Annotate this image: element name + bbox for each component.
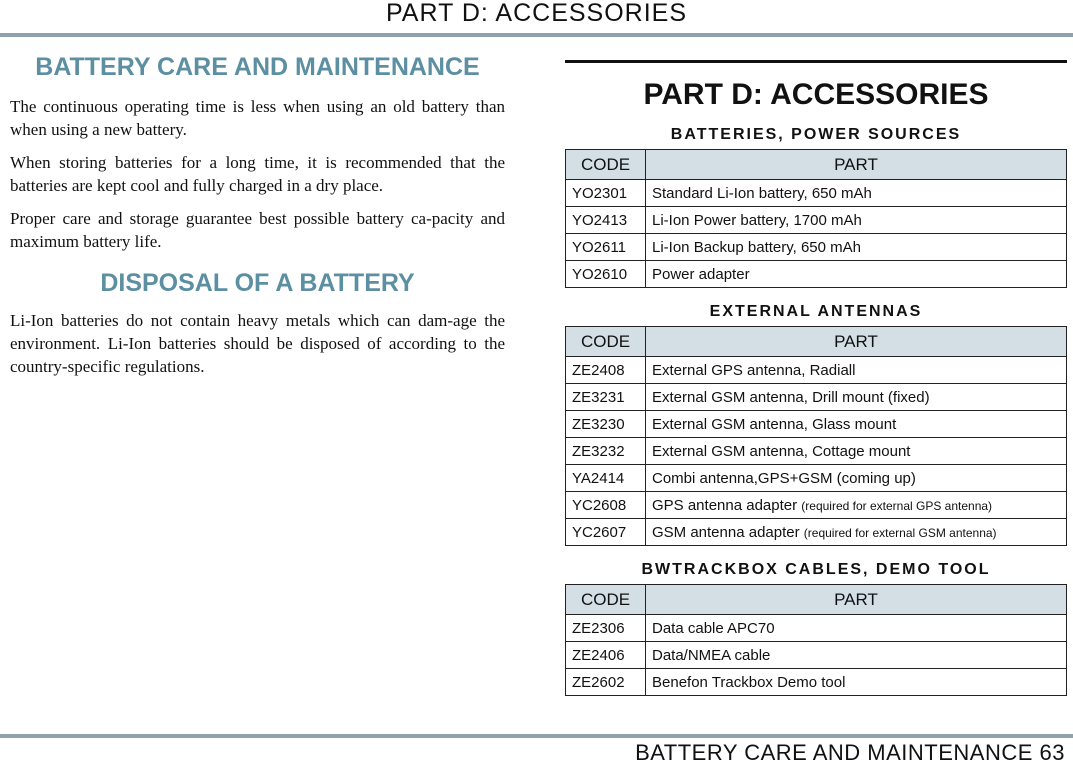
part-note: (required for external GPS antenna) [801,498,993,513]
footer-divider [0,734,1073,738]
part-cell: Data/NMEA cable [646,642,1067,669]
header-divider [0,33,1073,37]
table-row [566,465,1067,492]
table-header-row [566,150,1067,180]
table-header-row [566,327,1067,357]
part-cell: Li-Ion Backup battery, 650 mAh [646,234,1067,261]
battery-care-paragraph: When storing batteries for a long time, it is recommended that the batteries are kept cool and fully charged in a dry place. [10,153,505,195]
table-row [566,642,1067,669]
page-header-title: PART D: ACCESSORIES [385,0,688,27]
cables-table-heading: BWTRACKBOX CABLES, DEMO TOOL [641,561,991,578]
battery-care-paragraph: Proper care and storage guarantee best possible battery ca-pacity and maximum battery life. [10,209,505,251]
code-cell: ZE3232 [566,438,646,465]
table-row [566,384,1067,411]
part-cell: Data cable APC70 [646,615,1067,642]
code-cell: ZE2406 [566,642,646,669]
part-cell: External GSM antenna, Drill mount (fixed) [646,384,1067,411]
code-cell: YC2608 [566,492,646,519]
battery-care-paragraph: The continuous operating time is less when using an old battery than when using a new battery. [10,97,505,139]
part-cell [646,519,1067,546]
table-row [566,261,1067,288]
right-column [565,60,1067,696]
part-column-header: PART [646,585,1067,615]
accessories-title: PART D: ACCESSORIES [643,78,989,111]
part-name: GSM antenna adapter [652,523,800,541]
code-column-header: CODE [566,585,646,615]
part-cell: Standard Li-Ion battery, 650 mAh [646,180,1067,207]
accessories-top-rule [565,60,1067,63]
batteries-table [565,149,1067,288]
part-cell: Benefon Trackbox Demo tool [646,669,1067,696]
part-column-header: PART [646,327,1067,357]
part-name: GPS antenna adapter [652,496,798,514]
code-cell: YO2611 [566,234,646,261]
table-header-row [566,585,1067,615]
code-cell: ZE2408 [566,357,646,384]
code-cell: YO2610 [566,261,646,288]
table-row [566,207,1067,234]
part-cell [646,492,1067,519]
code-cell: YO2301 [566,180,646,207]
table-row [566,438,1067,465]
code-column-header: CODE [566,327,646,357]
disposal-paragraph: Li-Ion batteries do not contain heavy metals which can dam-age the environment. Li-Ion batteries should be disposed of according to the country-specific regulations. [10,311,505,376]
code-cell: YC2607 [566,519,646,546]
code-column-header: CODE [566,150,646,180]
part-cell: External GSM antenna, Glass mount [646,411,1067,438]
table-row [566,357,1067,384]
code-cell: YO2413 [566,207,646,234]
disposal-heading: DISPOSAL OF A BATTERY [100,269,415,297]
table-row [566,669,1067,696]
antennas-table [565,326,1067,546]
part-cell: External GSM antenna, Cottage mount [646,438,1067,465]
table-row [566,411,1067,438]
table-row [566,519,1067,546]
batteries-table-heading: BATTERIES, POWER SOURCES [670,126,962,143]
table-row [566,180,1067,207]
code-cell: ZE3230 [566,411,646,438]
code-cell: ZE2602 [566,669,646,696]
part-cell: External GPS antenna, Radiall [646,357,1067,384]
part-cell: Power adapter [646,261,1067,288]
part-note: (required for external GSM antenna) [803,525,997,540]
battery-care-heading: BATTERY CARE AND MAINTENANCE [35,53,480,81]
antennas-table-heading: EXTERNAL ANTENNAS [709,303,923,320]
table-row [566,615,1067,642]
part-cell: Combi antenna,GPS+GSM (coming up) [646,465,1067,492]
page-footer-title: BATTERY CARE AND MAINTENANCE 63 [635,740,1065,765]
part-cell: Li-Ion Power battery, 1700 mAh [646,207,1067,234]
left-column [10,52,505,388]
code-cell: YA2414 [566,465,646,492]
code-cell: ZE3231 [566,384,646,411]
table-row [566,234,1067,261]
cables-table [565,584,1067,696]
table-row [566,492,1067,519]
code-cell: ZE2306 [566,615,646,642]
part-column-header: PART [646,150,1067,180]
